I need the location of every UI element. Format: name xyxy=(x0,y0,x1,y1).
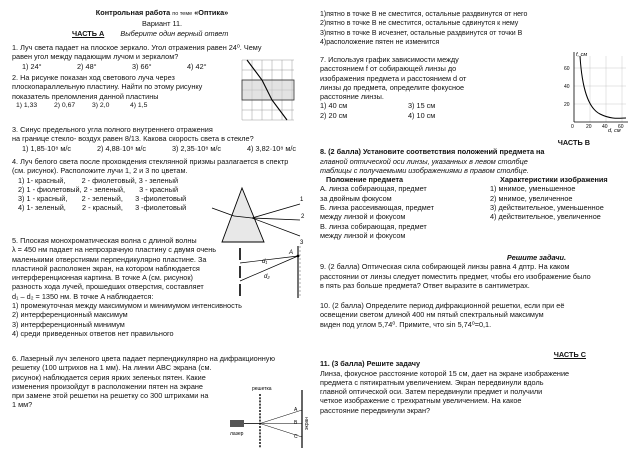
q5-line: d₁ – d₂ = 1350 нм. В точке A наблюдается: xyxy=(12,291,154,301)
q9-line: 9. (2 балла) Оптическая сила собирающей линзы равна 4 дптр. На каком xyxy=(320,262,570,272)
part-a-instruction: Выберите один верный ответ xyxy=(120,28,229,38)
q7-line: линзы до предмета, определите фокусное xyxy=(320,82,465,92)
q6-line: рисунок) наблюдается серия ярких зеленых пятен. Какие xyxy=(12,372,206,382)
q7-option[interactable]: 3) 15 см xyxy=(408,101,436,111)
q5-line: маленькими отверстиями перпендикулярно пластине. За xyxy=(12,254,207,264)
q2-option[interactable]: 1) 1,33 xyxy=(16,101,38,109)
q4-option[interactable]: 4) 1- зеленый, 2 - красный, 3 -фиолетовый xyxy=(18,203,187,213)
part-a-title: ЧАСТЬ А xyxy=(72,28,105,38)
q3-line: на границе стекло- воздух равен 8/13. Какова скорость света в стекле? xyxy=(12,134,254,144)
ray-label-1: 1 xyxy=(300,197,304,203)
ray-label-2: 2 xyxy=(301,214,305,220)
q8-left-item: между линзой и фокусом xyxy=(320,212,406,222)
point-a-label: A xyxy=(294,407,298,413)
q7-line: расстоянием f от собирающей линзы до xyxy=(320,64,457,74)
q9-line: расстоянии от линзы следует поместить предмет, чтобы его изображение было xyxy=(320,271,591,281)
q6-option[interactable]: 4)расположение пятен не изменится xyxy=(320,38,440,46)
q10-line: освещении светом длиной 400 нм пятый спектральный максимум xyxy=(320,310,544,320)
q8-table xyxy=(320,175,630,240)
y-tick: 60 xyxy=(564,66,570,72)
q2-line: показатель преломления данной пластины xyxy=(12,91,159,101)
q8-right-header: Характеристики изображения xyxy=(500,175,608,185)
q7-options-row xyxy=(320,111,520,120)
d1-label: d₁ xyxy=(262,259,268,265)
grating-label: решетка xyxy=(252,386,272,392)
question-7 xyxy=(320,55,520,120)
q5-line: λ = 450 нм падает на непрозрачную пластину с двумя очень xyxy=(12,245,217,255)
q11-line: четкое изображение с трехкратным увеличением. На какое xyxy=(320,396,522,406)
q7-option[interactable]: 2) 20 см xyxy=(320,110,348,120)
q6-line: 6. Лазерный луч зеленого цвета падает перпендикулярно на дифракционную xyxy=(12,354,275,363)
q7-line: изображения предмета и расстоянием d от xyxy=(320,73,467,83)
x-tick: 40 xyxy=(602,124,608,130)
point-b-label: B xyxy=(294,420,298,426)
q7-line: расстояние линзы. xyxy=(320,92,384,102)
q1-option[interactable]: 2) 48° xyxy=(77,61,97,71)
q11-line: главной оптической оси. Затем передвинули предмет и получили xyxy=(320,387,543,397)
q11-line: предмета с пятикратным увеличением. Экран передвинули вдоль xyxy=(320,377,544,387)
q8-left-item: Б. линза рассеивающая, предмет xyxy=(320,203,434,213)
part-b xyxy=(320,138,630,240)
q5-option[interactable]: 3) интерференционный минимум xyxy=(12,319,125,329)
title-topic: «Оптика» xyxy=(194,8,229,17)
q8-left-column xyxy=(320,175,490,240)
q8-left-item: В. линза собирающая, предмет xyxy=(320,221,427,231)
q2-plate-figure xyxy=(242,60,294,122)
graph-grid xyxy=(574,56,626,122)
ray-label-3: 3 xyxy=(300,240,304,246)
q1-line: 1. Луч света падает на плоское зеркало. Угол отражения равен 24⁰. Чему xyxy=(12,43,262,52)
f-of-d-curve xyxy=(580,56,626,118)
q4-option[interactable]: 1) 1- красный, 2 - фиолетовый, 3 - зеленый xyxy=(18,175,179,185)
q7-options-row xyxy=(320,101,520,110)
q2-option[interactable]: 3) 2,0 xyxy=(92,101,110,109)
q4-option[interactable]: 3) 1 - красный, 2 - зеленый, 3 -фиолетовый xyxy=(18,194,187,204)
q10-line: 10. (2 балла) Определите период дифракционной решетки, если при её xyxy=(320,301,565,311)
y-tick: 40 xyxy=(564,84,570,90)
laser-label: лазер xyxy=(230,431,244,437)
q5-option[interactable]: 1) промежуточная между максимумом и минимумом интенсивность xyxy=(12,301,242,311)
q3-option[interactable]: 2) 4,88·10⁸ м/с xyxy=(97,143,147,153)
d2-label: d₂ xyxy=(264,274,270,280)
q8-right-item: 1) мнимое, уменьшенное xyxy=(490,184,576,194)
laser-device xyxy=(230,420,244,427)
header xyxy=(12,8,312,38)
q10-line: виден под углом 5,74⁰. Примите, что sin 5,74⁰=0,1. xyxy=(320,319,492,329)
q6-option[interactable]: 1)пятно в точке B не сместится, остальные раздвинутся от него xyxy=(320,11,528,18)
q3-options xyxy=(12,144,312,153)
q5-line: разность хода лучей, прошедших отверстия, составляет xyxy=(12,282,204,292)
q7-lens-graph xyxy=(560,48,630,136)
question-2 xyxy=(12,73,212,110)
q2-line: 2. На рисунке показан ход светового луча через xyxy=(12,73,175,82)
x-axis-label: d, см xyxy=(608,128,621,134)
question-3 xyxy=(12,125,312,153)
q6-line: при замене этой решетки на решетку со 300 штрихами на xyxy=(12,391,209,401)
q2-line: плоскопараллельную пластину. Найти по этому рисунку xyxy=(12,82,203,92)
q4-line: (см. рисунок). Расположите лучи 1, 2 и 3 по цветам. xyxy=(12,166,188,176)
q6-line: 1 мм? xyxy=(12,400,33,410)
point-c-label: C xyxy=(294,434,298,440)
q3-line: 3. Синус предельного угла полного внутреннего отражения xyxy=(12,125,213,134)
q11-head-text: 11. (3 балла) Решите задачу xyxy=(320,359,420,369)
q11-head xyxy=(320,359,630,368)
q4-option[interactable]: 2) 1 - фиолетовый, 2 - зеленый, 3 - красный xyxy=(18,184,179,194)
q7-line: 7. Используя график зависимости между xyxy=(320,55,459,64)
point-a-label: A xyxy=(289,250,294,256)
q3-option[interactable]: 3) 2,35·10⁸ м/с xyxy=(172,143,222,153)
title-small: по теме xyxy=(172,11,193,17)
q3-option[interactable]: 1) 1,85·10⁸ м/с xyxy=(22,143,72,153)
q5-line: интерференционная картина. В точке A (см. рисунок) xyxy=(12,273,193,283)
q8-line: главной оптической оси линзы, указанных в левом столбце xyxy=(320,156,528,166)
q1-option[interactable]: 3) 66° xyxy=(132,61,152,71)
q4-line: 4. Луч белого света после прохождения стеклянной призмы разлагается в спектр xyxy=(12,157,289,166)
q6-option[interactable]: 2)пятно в точке B не сместится, остальные сдвинутся к нему xyxy=(320,20,519,28)
q6-option[interactable]: 3)пятно в точке B исчезнет, остальные раздвинутся от точки B xyxy=(320,29,523,37)
q6-line: изменения произойдут в расположении пятен на экране xyxy=(12,381,203,391)
q11-line: Линза, фокусное расстояние которой 15 см, дает на экране изображение xyxy=(320,368,570,378)
q3-option[interactable]: 4) 3,82·10⁸ м/с xyxy=(247,143,297,153)
q5-line: 5. Плоская монохроматическая волна с длиной волны xyxy=(12,236,197,245)
part-b-title: ЧАСТЬ В xyxy=(557,138,590,147)
y-tick: 20 xyxy=(564,102,570,108)
x-tick: 20 xyxy=(586,124,592,130)
q5-line: пластиной расположен экран, на котором наблюдается xyxy=(12,263,200,273)
q8-right-column xyxy=(490,175,630,240)
q6-diffraction-figure xyxy=(230,380,310,450)
q8-left-item: А. линза собирающая, предмет xyxy=(320,184,427,194)
screen-label: экран xyxy=(304,416,310,430)
x-tick: 60 xyxy=(618,124,624,130)
q8-right-item: 4) действительное, увеличенное xyxy=(490,212,601,222)
q1-option[interactable]: 1) 24° xyxy=(22,61,42,71)
q2-option[interactable]: 4) 1,5 xyxy=(130,101,148,109)
q2-options xyxy=(12,101,212,110)
x-tick: 0 xyxy=(571,124,574,130)
q7-option[interactable]: 4) 10 см xyxy=(408,110,436,120)
y-axis-label: f, см xyxy=(576,52,588,58)
q11-line: расстояние передвинули экран? xyxy=(320,405,431,415)
q9-line: в пять раз больше предмета? Ответ выразите в сантиметрах. xyxy=(320,280,530,290)
tasks-title: Решите задачи. xyxy=(506,253,566,262)
q1-line: равен угол между падающим лучом и зеркалом? xyxy=(12,52,179,62)
q5-option[interactable]: 4) среди приведенных ответов нет правильного xyxy=(12,328,174,338)
q8-left-item: за двойным фокусом xyxy=(320,193,392,203)
part-a-line xyxy=(12,29,312,38)
tasks-section xyxy=(320,253,630,329)
q8-right-item: 3) действительное, уменьшенное xyxy=(490,203,604,213)
q8-left-header: Положение предмета xyxy=(326,175,404,185)
q2-option[interactable]: 2) 0,67 xyxy=(54,101,76,109)
part-c xyxy=(320,350,630,415)
q8-text: 8. (2 балла) Установите соответствия положений предмета на xyxy=(320,147,545,157)
q1-option[interactable]: 4) 42° xyxy=(187,61,207,71)
q5-interference-figure xyxy=(234,246,306,298)
title-main: Контрольная работа xyxy=(95,8,171,17)
q5-option[interactable]: 2) интерференционный максимум xyxy=(12,310,128,320)
doc-title xyxy=(12,8,312,19)
q7-option[interactable]: 1) 40 см xyxy=(320,101,348,111)
q6-line: решетку (100 штрихов на 1 мм). На линии ABC экрана (см. xyxy=(12,363,212,373)
variant-label: Вариант 11. xyxy=(141,19,183,29)
q6-options xyxy=(320,10,540,47)
q8-line xyxy=(320,147,630,156)
part-c-title: ЧАСТЬ С xyxy=(553,350,586,359)
q8-left-item: между линзой и фокусом xyxy=(320,230,406,240)
q8-line: таблицы с получаемыми изображениями в правом столбце. xyxy=(320,165,529,175)
prism-shape xyxy=(222,188,264,242)
q8-right-item: 2) мнимое, увеличенное xyxy=(490,193,573,203)
